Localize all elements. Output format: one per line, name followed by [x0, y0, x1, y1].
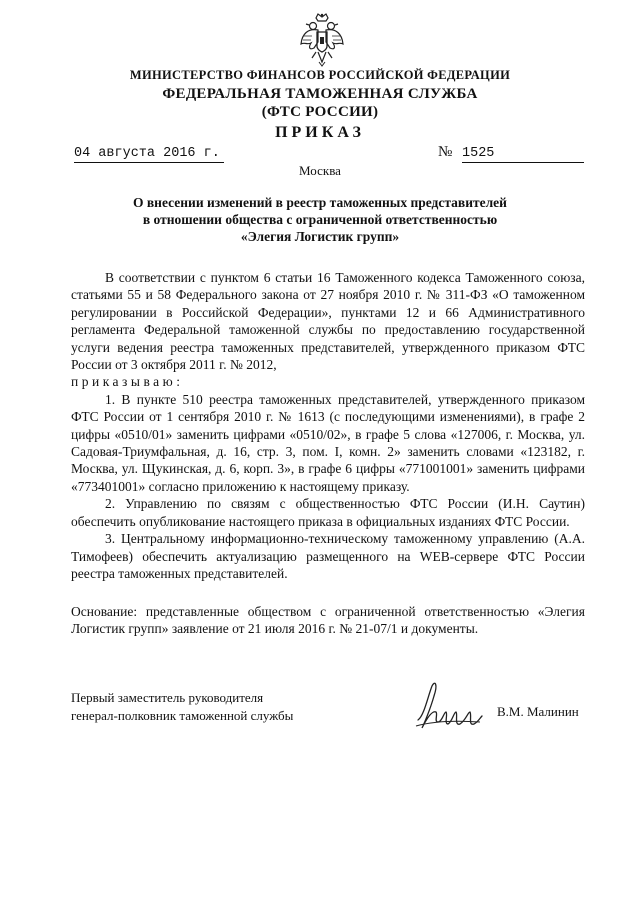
signer-position: [71, 689, 293, 725]
order-city: Москва: [299, 163, 341, 178]
order-title-line: О внесении изменений в реестр таможенных представителей: [133, 195, 507, 210]
document-type: ПРИКАЗ: [275, 124, 365, 141]
order-title: [80, 194, 560, 245]
order-body: [71, 269, 585, 582]
basis-paragraph: Основание: представленные обществом с ограниченной ответственностью «Элегия Логистик групп» заявление от 21 июля 2016 г. № 21-07/1 и документы.: [71, 604, 585, 637]
order-title-line: «Элегия Логистик групп»: [240, 229, 400, 244]
signer-name: В.М. Малинин: [497, 704, 579, 719]
order-date: 04 августа 2016 г.: [74, 146, 224, 163]
order-item-1: 1. В пункте 510 реестра таможенных представителей, утвержденного приказом ФТС России от 1 сентября 2010 г. № 1613 (с последующими изменениями), в графе 2 цифры «0510/01» заменить цифрами «0510/02», в графе 5 слова «127006, г. Москва, ул. Садовая-Триумфальная, д. 16, стр. 3, пом. I, комн. 2» заменить словами «123182, г. Москва, ул. Щукинская, д. 6, корп. 3», в графе 6 цифры «771001001» заменить цифрами «773401001» согласно приложению к настоящему приказу.: [71, 391, 585, 494]
command-word: приказываю:: [71, 374, 184, 390]
order-item-3: 3. Центральному информационно-техническому таможенному управлению (А.А. Тимофеев) обеспечить актуализацию размещенного на WEB-сервере ФТС России реестра таможенных представителей.: [71, 531, 585, 581]
basis-section: [71, 603, 585, 638]
ministry-name: МИНИСТЕРСТВО ФИНАНСОВ РОССИЙСКОЙ ФЕДЕРАЦИИ: [129, 68, 511, 82]
handwritten-signature: [410, 676, 490, 746]
signer-position-line: генерал-полковник таможенной службы: [71, 708, 294, 723]
order-item-2: 2. Управлению по связям с общественностью ФТС России (И.Н. Саутин) обеспечить опубликование настоящего приказа в официальных изданиях ФТС России.: [71, 496, 585, 529]
order-number: 1525: [462, 146, 584, 163]
service-abbreviation: (ФТС РОССИИ): [261, 104, 379, 120]
order-title-line: в отношении общества с ограниченной ответственностью: [142, 212, 498, 227]
signer-position-line: Первый заместитель руководителя: [71, 690, 264, 705]
order-number-label: №: [438, 144, 453, 160]
preamble-paragraph: В соответствии с пунктом 6 статьи 16 Таможенного кодекса Таможенного союза, статьями 55 и 58 Федерального закона от 27 ноября 2010 г. № 311-ФЗ «О таможенном регулировании в Российской Федерации», пунктами 12 и 66 Административного регламента Федеральной таможенной службы по предоставлению государственной услуги ведения реестра таможенных представителей, утвержденного приказом ФТС России от 3 октября 2011 г. № 2012,: [71, 270, 585, 373]
coat-of-arms-icon: [298, 12, 346, 68]
service-name: ФЕДЕРАЛЬНАЯ ТАМОЖЕННАЯ СЛУЖБА: [162, 86, 478, 102]
